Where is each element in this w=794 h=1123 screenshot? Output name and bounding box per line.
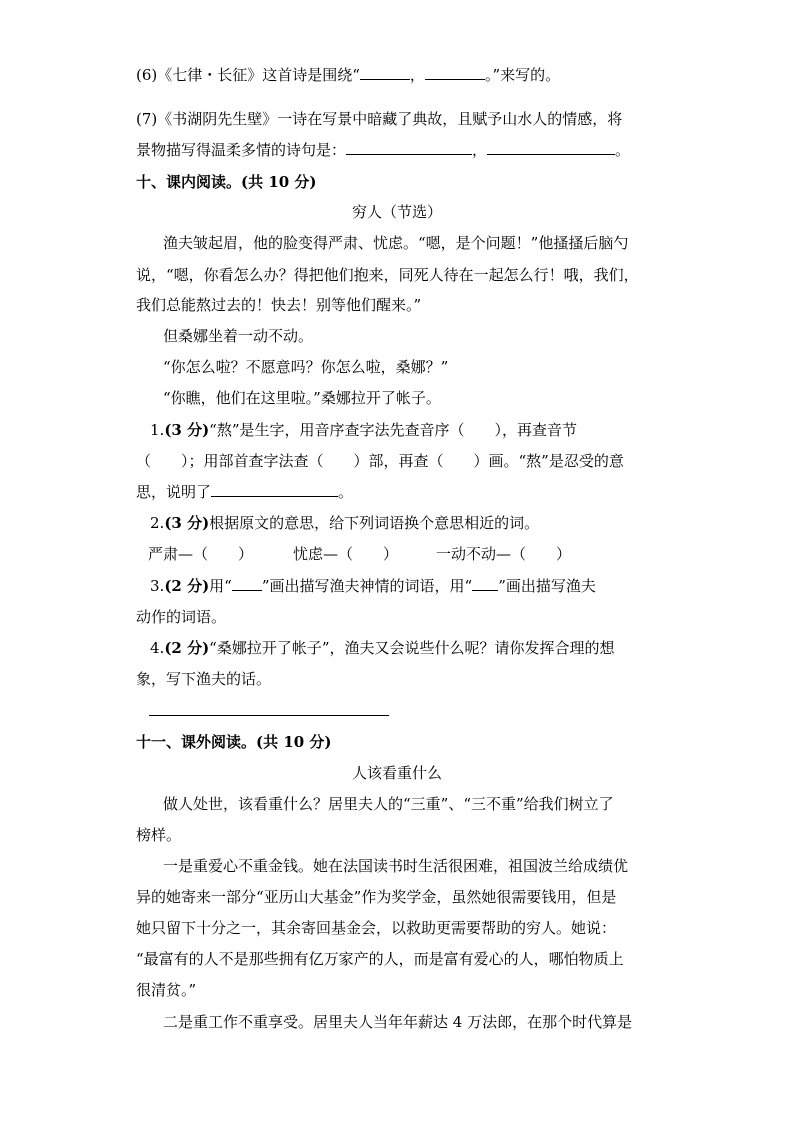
question-3-line2: 动作的词语。: [136, 608, 227, 626]
passage-line: 榜样。: [136, 826, 182, 844]
question-1-line2: （ ）；用部首查字法查（ ）部，再查（ ）画。“熬”是忍受的意: [136, 452, 624, 470]
passage-line: 异的她寄来一部分“亚历山大基金”作为奖学金，虽然她很需要钱用，但是: [136, 888, 617, 906]
passage-line: 她只留下十分之一，其余寄回基金会，以救助更需要帮助的穷人。她说：: [136, 919, 617, 937]
question-2-line1: 2.(3 分)根据原文的意思，给下列词语换个意思相近的词。: [150, 514, 540, 532]
underline-sample: [232, 576, 262, 591]
passage-title: 穷人（节选）: [351, 203, 442, 221]
passage-line: 渔夫皱起眉，他的脸变得严肃、忧虑。“嗯，是个问题！”他搔搔后脑勺: [163, 234, 629, 252]
question-3-line1: 3.(2 分)用“ ”画出描写渔夫神情的词语，用“ ”画出描写渔夫: [150, 577, 596, 595]
answer-blank: [211, 482, 338, 497]
question-2-item: 严肃—（ ）: [148, 545, 254, 563]
passage-line: “你瞧，他们在这里啦。”桑娜拉开了帐子。: [163, 389, 441, 407]
section-11-heading: 十一、课外阅读。(共 10 分): [136, 733, 332, 751]
passage-line: 我们总能熬过去的！快去！别等他们醒来。”: [136, 296, 422, 314]
answer-line: [149, 715, 389, 716]
question-1-line3: 思，说明了 。: [136, 483, 354, 501]
passage-line: 做人处世，该看重什么？居里夫人的“三重”、“三不重”给我们树立了: [163, 795, 614, 813]
answer-blank: [360, 65, 410, 80]
question-2-item: 一动不动—（ ）: [436, 545, 572, 563]
passage-line: “你怎么啦？不愿意吗？你怎么啦，桑娜？”: [163, 358, 449, 376]
question-4-line1: 4.(2 分)“桑娜拉开了帐子”，渔夫又会说些什么呢？请你发挥合理的想: [150, 639, 615, 657]
underline-sample: [472, 576, 498, 591]
passage-line: 说，“嗯，你看怎么办？得把他们抱来，同死人待在一起怎么行！哦，我们，: [136, 266, 639, 284]
passage-line: 很清贫。”: [136, 981, 197, 999]
passage-title: 人该看重什么: [351, 764, 442, 782]
question-7-line2: 景物描写得温柔多情的诗句是： ， 。: [136, 141, 631, 159]
question-2-item: 忧虑—（ ）: [293, 545, 399, 563]
question-7-line1: (7)《书湖阴先生壁》一诗在写景中暗藏了典故，且赋予山水人的情感，将: [136, 110, 623, 128]
question-1-line1: 1.(3 分)“熬”是生字，用音序查字法先查音序（ ），再查音节: [150, 421, 578, 439]
answer-blank: [425, 65, 485, 80]
answer-blank: [346, 140, 472, 155]
passage-line: 二是重工作不重享受。居里夫人当年年薪达 4 万法郎，在那个时代算是: [163, 1013, 633, 1031]
answer-blank: [487, 140, 615, 155]
passage-line: 但桑娜坐着一动不动。: [163, 327, 314, 345]
question-4-line2: 象，写下渔夫的话。: [136, 670, 272, 688]
question-6: (6)《七律・长征》这首诗是围绕“ ， 。”来写的。: [136, 66, 561, 84]
section-10-heading: 十、课内阅读。(共 10 分): [136, 173, 317, 191]
passage-line: “最富有的人不是那些拥有亿万家产的人，而是富有爱心的人，哪怕物质上: [136, 950, 624, 968]
passage-line: 一是重爱心不重金钱。她在法国读书时生活很困难，祖国波兰给成绩优: [163, 857, 629, 875]
